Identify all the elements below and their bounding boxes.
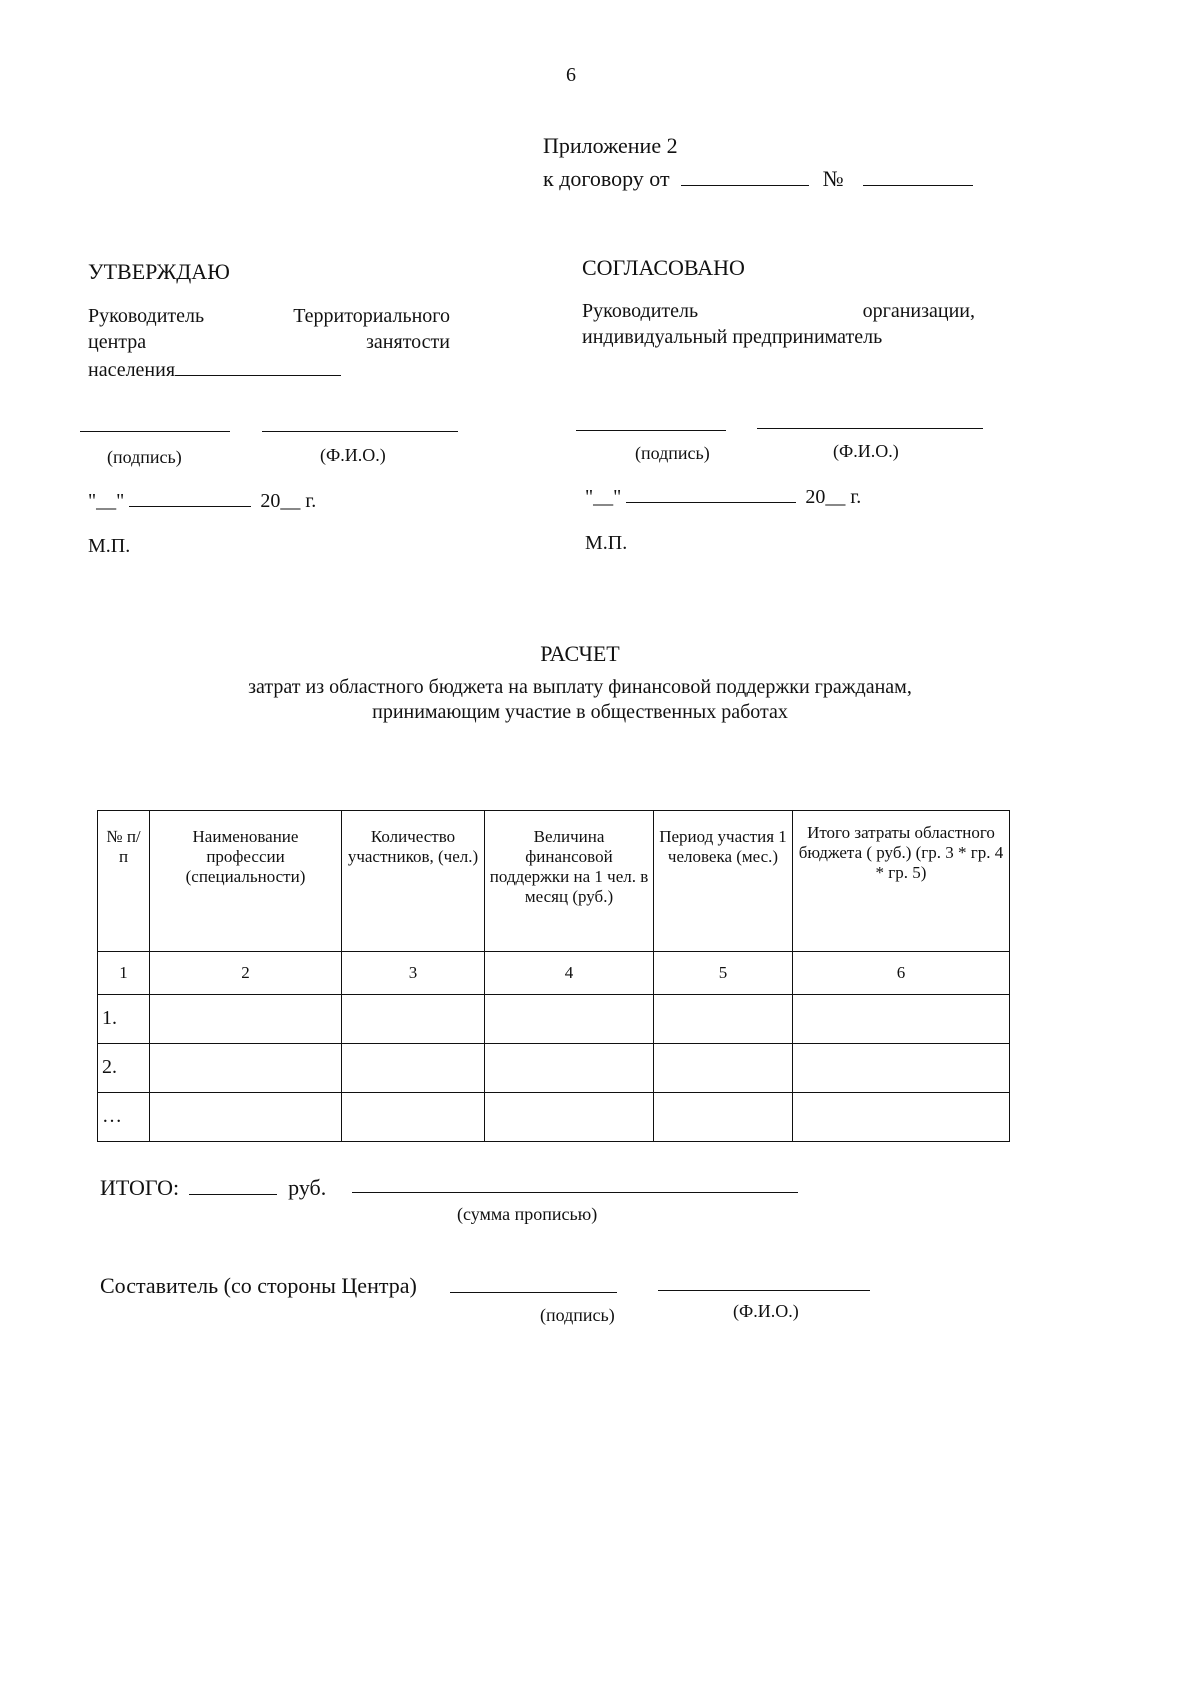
table-cell xyxy=(793,995,1010,1044)
approve-role-word: занятости xyxy=(366,331,450,353)
approve-date-year: 20__ г. xyxy=(260,490,317,512)
table-cell xyxy=(654,1093,793,1142)
compiler-fio-label: (Ф.И.О.) xyxy=(733,1301,799,1321)
table-header-cell: Период участия 1 человека (мес.) xyxy=(654,811,793,952)
table-row xyxy=(98,1044,1010,1093)
table-cell xyxy=(342,995,485,1044)
approve-role-word: центра xyxy=(88,331,147,353)
appendix-title: Приложение 2 xyxy=(543,133,678,158)
compiler-sign-label: (подпись) xyxy=(540,1305,615,1325)
calc-subtitle-line1: затрат из областного бюджета на выплату финансовой поддержки гражданам, xyxy=(248,676,912,698)
table-column-number: 5 xyxy=(654,952,793,995)
approve-role-word: Руководитель xyxy=(88,305,205,327)
table-cell xyxy=(485,995,654,1044)
contract-date-label: к договору от xyxy=(543,166,670,191)
table-cell xyxy=(150,995,342,1044)
table-header-cell: Итого затраты областного бюджета ( руб.) (гр. 3 * гр. 4 * гр. 5) xyxy=(793,811,1010,952)
table-cell xyxy=(793,1044,1010,1093)
approve-role-word: Территориального xyxy=(293,305,450,327)
agree-signature-line xyxy=(576,430,726,431)
approve-date-line xyxy=(88,486,316,514)
table-column-number-row xyxy=(98,952,1010,995)
total-label: ИТОГО: xyxy=(100,1175,180,1200)
agree-stamp: М.П. xyxy=(585,532,628,554)
compiler-fio-line xyxy=(658,1290,870,1291)
approve-heading: УТВЕРЖДАЮ xyxy=(88,259,230,284)
table-header-cell: № п/п xyxy=(98,811,150,952)
table-cell xyxy=(342,1093,485,1142)
table-row-number: 1. xyxy=(98,995,150,1044)
table-column-number: 3 xyxy=(342,952,485,995)
contract-number-sign: № xyxy=(822,166,844,191)
table-cell xyxy=(150,1044,342,1093)
calc-subtitle-line2: принимающим участие в общественных работах xyxy=(372,701,788,723)
table-column-number: 4 xyxy=(485,952,654,995)
agree-heading: СОГЛАСОВАНО xyxy=(582,255,745,280)
table-column-number: 2 xyxy=(150,952,342,995)
table-row xyxy=(98,1093,1010,1142)
agree-role-word: Руководитель xyxy=(582,300,699,322)
calc-title: РАСЧЕТ xyxy=(540,641,620,666)
page-number: 6 xyxy=(566,64,576,86)
agree-role-word: организации, xyxy=(862,300,975,322)
table-cell xyxy=(654,1044,793,1093)
table-column-number: 6 xyxy=(793,952,1010,995)
table-cell xyxy=(654,995,793,1044)
agree-fio-label: (Ф.И.О.) xyxy=(833,441,899,461)
table-cell xyxy=(485,1044,654,1093)
table-cell xyxy=(485,1093,654,1142)
agree-role-block xyxy=(582,298,975,350)
agree-date-month-blank xyxy=(626,482,796,503)
table-cell xyxy=(342,1044,485,1093)
approve-region-blank xyxy=(175,355,341,376)
approve-fio-line xyxy=(262,431,458,432)
table-header-row xyxy=(98,811,1010,952)
table-header-cell: Количество участников, (чел.) xyxy=(342,811,485,952)
table-header-cell: Наименование профессии (специальности) xyxy=(150,811,342,952)
table-row-number: 2. xyxy=(98,1044,150,1093)
approve-signature-line xyxy=(80,431,230,432)
approve-role-word: населения xyxy=(88,359,176,381)
table-cell xyxy=(150,1093,342,1142)
agree-date-line xyxy=(585,482,861,510)
approve-fio-label: (Ф.И.О.) xyxy=(320,445,386,465)
agree-role-line2: индивидуальный предприниматель xyxy=(582,326,883,348)
total-words-label: (сумма прописью) xyxy=(457,1204,598,1224)
table-header-cell: Величина финансовой поддержки на 1 чел. в месяц (руб.) xyxy=(485,811,654,952)
calc-table xyxy=(97,810,1010,1142)
total-line xyxy=(100,1174,326,1202)
compiler-signature-line xyxy=(450,1292,617,1293)
contract-date-blank xyxy=(681,165,809,186)
agree-date-day: "__" xyxy=(585,486,622,508)
approve-sign-label: (подпись) xyxy=(107,447,182,467)
compiler-label: Составитель (со стороны Центра) xyxy=(100,1273,417,1298)
table-column-number: 1 xyxy=(98,952,150,995)
approve-date-day: "__" xyxy=(88,490,125,512)
agree-date-year: 20__ г. xyxy=(805,486,862,508)
approve-date-month-blank xyxy=(129,486,251,507)
appendix-contract-line xyxy=(543,165,973,193)
total-amount-blank xyxy=(189,1174,277,1195)
contract-number-blank xyxy=(863,165,973,186)
agree-fio-line xyxy=(757,428,983,429)
total-currency: руб. xyxy=(288,1175,327,1200)
table-row-number: … xyxy=(98,1093,150,1142)
table-cell xyxy=(793,1093,1010,1142)
table-row xyxy=(98,995,1010,1044)
total-words-line xyxy=(352,1192,798,1193)
approve-stamp: М.П. xyxy=(88,535,131,557)
agree-sign-label: (подпись) xyxy=(635,443,710,463)
approve-role-block xyxy=(88,303,450,383)
